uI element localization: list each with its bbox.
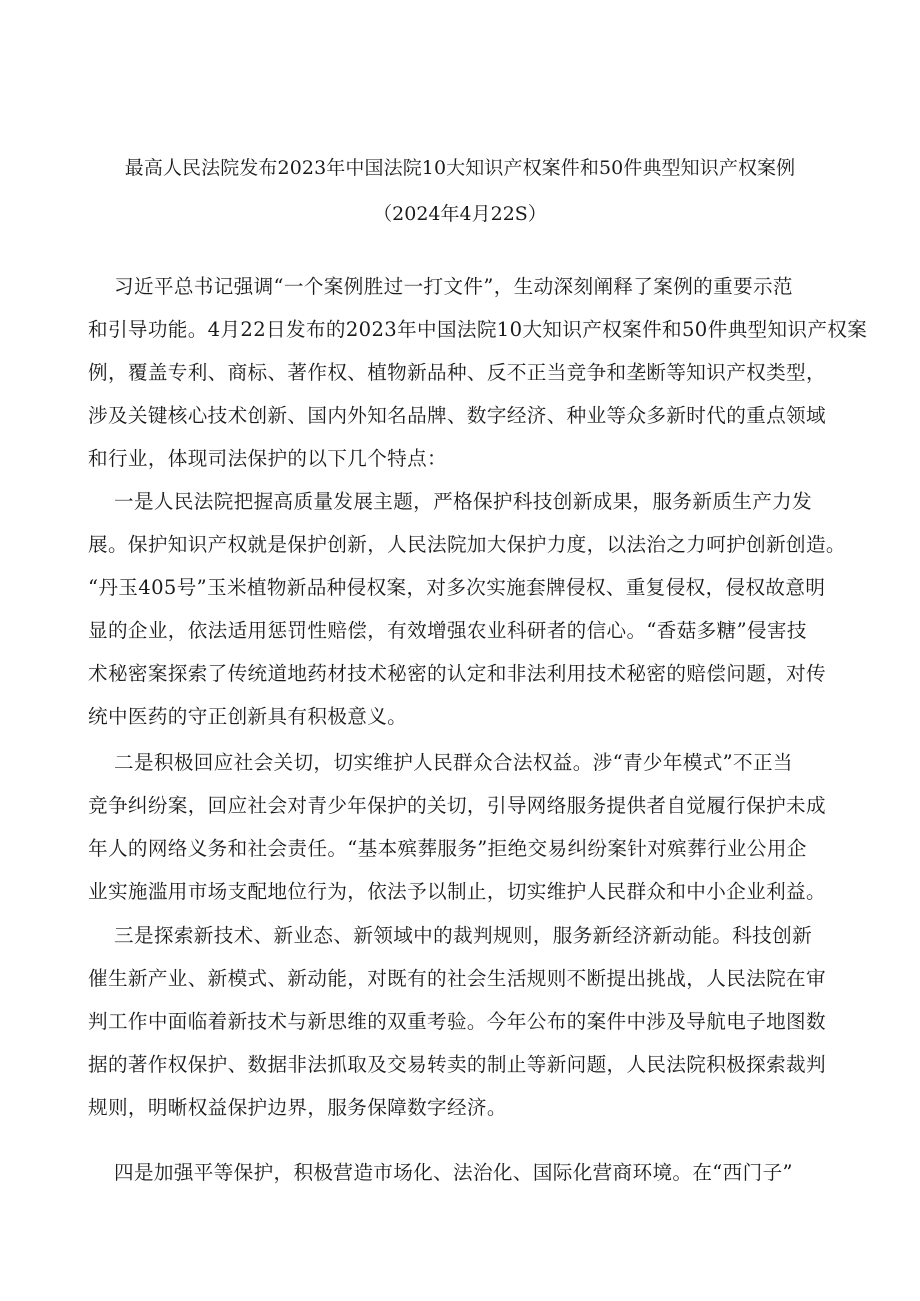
paragraph-line: 例，覆盖专利、商标、著作权、植物新品种、反不正当竞争和垄断等知识产权类型， bbox=[88, 361, 826, 384]
paragraph-line: 术秘密案探索了传统道地药材技术秘密的认定和非法利用技术秘密的赔偿问题，对传 bbox=[88, 662, 826, 685]
paragraph-line: 涉及关键核心技术创新、国内外知名品牌、数字经济、种业等众多新时代的重点领域 bbox=[88, 404, 826, 427]
paragraph-line: 年人的网络义务和社会责任。“基本殡葬服务”拒绝交易纠纷案针对殡葬行业公用企 bbox=[88, 837, 807, 860]
paragraph-line: 竞争纠纷案，回应社会对青少年保护的关切，引导网络服务提供者自觉履行保护未成 bbox=[88, 794, 826, 817]
paragraph-line: 三是探索新技术、新业态、新领域中的裁判规则，服务新经济新动能。科技创新 bbox=[114, 924, 813, 947]
paragraph-line: 一是人民法院把握高质量发展主题，严格保护科技创新成果，服务新质生产力发 bbox=[114, 490, 813, 513]
paragraph-line: 统中医药的守正创新具有积极意义。 bbox=[88, 705, 408, 728]
paragraph-line: 催生新产业、新模式、新动能，对既有的社会生活规则不断提出挑战，人民法院在审 bbox=[88, 967, 826, 990]
document-date: （2024年4月22S） bbox=[373, 203, 547, 225]
paragraph-line: 业实施滥用市场支配地位行为，依法予以制止，切实维护人民群众和中小企业利益。 bbox=[88, 880, 826, 903]
paragraph-line: 据的著作权保护、数据非法抓取及交易转卖的制止等新问题，人民法院积极探索裁判 bbox=[88, 1053, 826, 1076]
paragraph-line: 二是积极回应社会关切，切实维护人民群众合法权益。涉“青少年模式”不正当 bbox=[114, 751, 793, 774]
document-title: 最高人民法院发布2023年中国法院10大知识产权案件和50件典型知识产权案例 bbox=[124, 157, 796, 179]
paragraph-line: 显的企业，依法适用惩罚性赔偿，有效增强农业科研者的信心。“香菇多糖”侵害技 bbox=[88, 619, 807, 642]
paragraph-line: 和引导功能。4月22日发布的2023年中国法院10大知识产权案件和50件典型知识产权案 bbox=[88, 318, 868, 341]
paragraph-line: “丹玉405号”玉米植物新品种侵权案，对多次实施套牌侵权、重复侵权，侵权故意明 bbox=[88, 576, 826, 599]
paragraph-line: 展。保护知识产权就是保护创新，人民法院加大保护力度，以法治之力呵护创新创造。 bbox=[88, 533, 846, 556]
paragraph-line: 四是加强平等保护，积极营造市场化、法治化、国际化营商环境。在“西门子” bbox=[114, 1161, 793, 1184]
paragraph-line: 习近平总书记强调“一个案例胜过一打文件”，生动深刻阐释了案例的重要示范 bbox=[114, 275, 793, 298]
paragraph-line: 判工作中面临着新技术与新思维的双重考验。今年公布的案件中涉及导航电子地图数 bbox=[88, 1010, 826, 1033]
paragraph-line: 和行业，体现司法保护的以下几个特点： bbox=[88, 447, 447, 470]
paragraph-line: 规则，明晰权益保护边界，服务保障数字经济。 bbox=[88, 1096, 507, 1119]
